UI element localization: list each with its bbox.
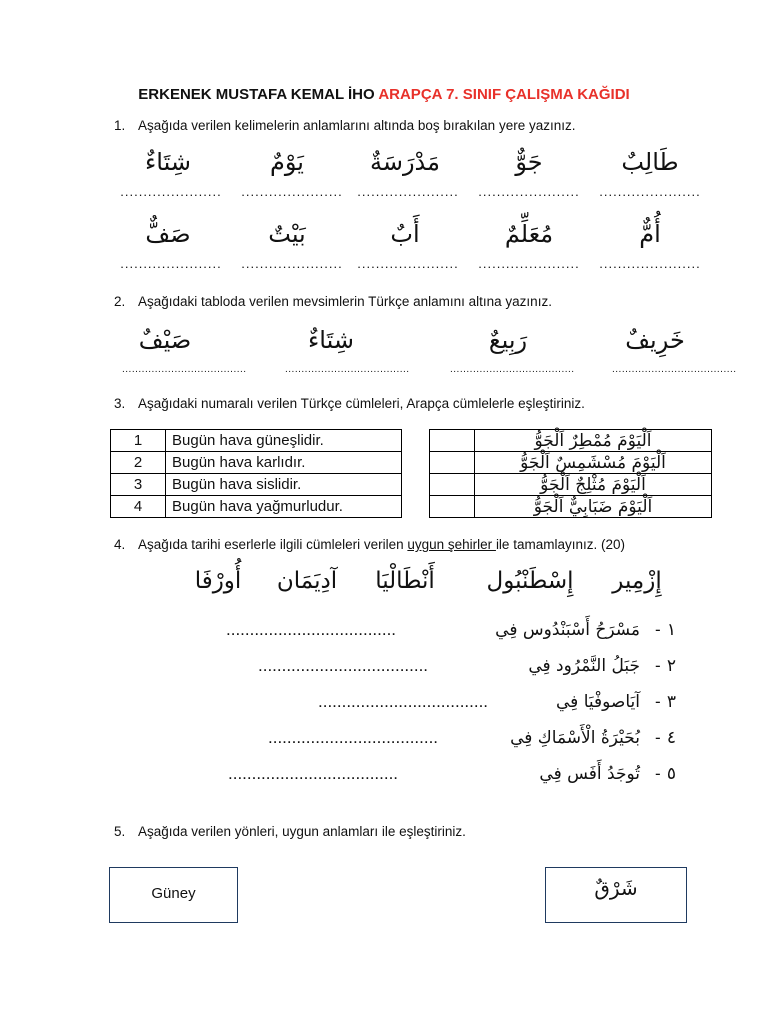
answer-blank[interactable]: ......................................	[285, 364, 410, 375]
season-word: رَبِيعٌ	[488, 326, 528, 354]
q1-word: طَالِبٌ	[621, 148, 679, 176]
question-1: 1. Aşağıda verilen kelimelerin anlamlarını altında boş bırakılan yere yazınız.	[114, 118, 576, 133]
sentence-dash: -	[655, 656, 661, 675]
answer-blank[interactable]: ....................................	[268, 728, 439, 747]
answer-blank[interactable]: ....................................	[318, 692, 489, 711]
question-3: 3. Aşağıdaki numaralı verilen Türkçe cümleleri, Arapça cümlelerle eşleştiriniz.	[114, 396, 585, 411]
page-title	[0, 86, 768, 103]
turkish-sentence: Bugün hava yağmurludur.	[166, 496, 402, 518]
sentence-number: ٢	[666, 656, 676, 676]
answer-blank[interactable]: ......................................	[612, 364, 737, 375]
answer-blank[interactable]: ......................	[357, 184, 459, 199]
q1-word: شِتَاءٌ	[145, 148, 191, 176]
arabic-sentence: اَلْيَوْمَ مُسْشَمِسٌ اَلْجَوُّ	[475, 452, 712, 474]
direction-label: Güney	[151, 885, 196, 902]
q1-word: بَيْتٌ	[268, 220, 306, 248]
city-word: آدِيَمَان	[276, 568, 338, 594]
city-word: إِسْطَنْبُول	[486, 568, 574, 594]
arabic-sentence: اَلْيَوْمَ مُمْطِرٌ اَلْجَوُّ	[475, 430, 712, 452]
q1-word: يَوْمٌ	[270, 148, 304, 176]
match-cell[interactable]	[430, 452, 475, 474]
row-number: 4	[111, 496, 166, 518]
q1-word: مُعَلِّمٌ	[504, 220, 554, 248]
q1-word: مَدْرَسَةٌ	[369, 148, 441, 176]
answer-blank[interactable]: ......................	[241, 256, 343, 271]
direction-box-left[interactable]	[109, 867, 238, 923]
arabic-sentences-table	[429, 429, 712, 518]
q1-word: جَوٌّ	[515, 148, 543, 176]
answer-blank[interactable]: ......................	[120, 256, 222, 271]
sentence-dash: -	[655, 728, 661, 747]
answer-blank[interactable]: ......................................	[122, 364, 247, 375]
season-word: شِتَاءٌ	[308, 326, 354, 354]
answer-blank[interactable]: ....................................	[228, 764, 399, 783]
table-row	[111, 452, 402, 474]
title-subject: ARAPÇA 7. SINIF ÇALIŞMA KAĞIDI	[378, 86, 630, 103]
turkish-sentence: Bugün hava karlıdır.	[166, 452, 402, 474]
answer-blank[interactable]: ....................................	[226, 620, 397, 639]
season-word: صَيْفٌ	[138, 326, 192, 354]
q1-word: صَفٌّ	[145, 220, 191, 248]
table-row	[430, 430, 712, 452]
table-row	[111, 430, 402, 452]
q1-word: أُمٌّ	[639, 220, 661, 248]
sentence-number: ٣	[666, 692, 676, 712]
direction-arabic-word: شَرْقٌ	[594, 876, 638, 900]
arabic-sentence: اَلْيَوْمَ مُثْلِجٌ اَلْجَوُّ	[475, 474, 712, 496]
arabic-sentence: جَبَلُ النَّمْرُود فِي	[528, 656, 640, 676]
answer-blank[interactable]: ....................................	[258, 656, 429, 675]
sentence-dash: -	[655, 692, 661, 711]
question-2: 2. Aşağıdaki tabloda verilen mevsimlerin Türkçe anlamını altına yazınız.	[114, 294, 552, 309]
direction-box-right[interactable]	[545, 867, 687, 923]
answer-blank[interactable]: ......................	[120, 184, 222, 199]
season-word: خَرِيفٌ	[625, 326, 685, 354]
answer-blank[interactable]: ......................	[478, 184, 580, 199]
city-word: إِزْمِير	[612, 568, 662, 594]
answer-blank[interactable]: ......................	[599, 184, 701, 199]
question-4: 4. Aşağıda tarihi eserlerle ilgili cümleleri verilen uygun şehirler ile tamamlayınız. (20)	[114, 537, 625, 552]
turkish-sentences-table	[110, 429, 402, 518]
city-word: أُورْفَا	[194, 568, 242, 594]
answer-blank[interactable]: ......................	[241, 184, 343, 199]
table-row	[111, 474, 402, 496]
answer-blank[interactable]: ......................	[599, 256, 701, 271]
sentence-number: ٤	[666, 728, 676, 748]
arabic-sentence: آيَاصوفْيَا فِي	[556, 692, 640, 712]
question-5: 5. Aşağıda verilen yönleri, uygun anlamları ile eşleştiriniz.	[114, 824, 466, 839]
match-cell[interactable]	[430, 474, 475, 496]
answer-blank[interactable]: ......................	[478, 256, 580, 271]
turkish-sentence: Bugün hava güneşlidir.	[166, 430, 402, 452]
table-row	[430, 474, 712, 496]
sentence-number: ١	[666, 620, 676, 640]
table-row	[111, 496, 402, 518]
answer-blank[interactable]: ......................................	[450, 364, 575, 375]
match-cell[interactable]	[430, 496, 475, 518]
sentence-dash: -	[655, 764, 661, 783]
arabic-sentence: مَسْرَحُ أَسْبَنْدُوس فِي	[495, 620, 640, 640]
table-row	[430, 452, 712, 474]
title-school: ERKENEK MUSTAFA KEMAL İHO	[138, 86, 375, 103]
sentence-number: ٥	[666, 764, 676, 784]
arabic-sentence: تُوجَدُ أَفَس فِي	[539, 764, 640, 784]
answer-blank[interactable]: ......................	[357, 256, 459, 271]
sentence-dash: -	[655, 620, 661, 639]
row-number: 1	[111, 430, 166, 452]
turkish-sentence: Bugün hava sislidir.	[166, 474, 402, 496]
row-number: 3	[111, 474, 166, 496]
arabic-sentence: بُحَيْرَةُ الْأَسْمَاكِ فِي	[510, 728, 640, 748]
q1-word: أَبٌ	[390, 220, 420, 248]
table-row	[430, 496, 712, 518]
match-cell[interactable]	[430, 430, 475, 452]
row-number: 2	[111, 452, 166, 474]
arabic-sentence: اَلْيَوْمَ ضَبَابِيٌّ اَلْجَوُّ	[475, 496, 712, 518]
city-word: أَنْطَالْيَا	[375, 568, 435, 594]
